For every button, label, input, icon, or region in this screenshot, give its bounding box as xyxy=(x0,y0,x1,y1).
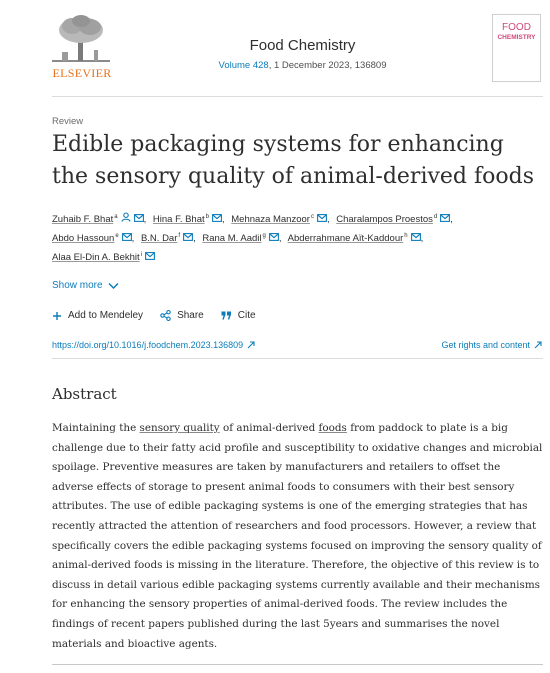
author-name: Alaa El-Din A. Bekhit xyxy=(52,252,140,264)
author-name: Zuhaib F. Bhat xyxy=(52,214,114,226)
cover-title-line2: CHEMISTRY xyxy=(497,34,536,41)
author-separator: , xyxy=(450,214,453,226)
person-icon[interactable] xyxy=(121,211,131,228)
volume-date: , 1 December 2023, 136809 xyxy=(268,60,387,71)
add-to-mendeley-button[interactable] xyxy=(52,310,143,321)
quote-icon xyxy=(221,311,232,320)
share-label: Share xyxy=(177,310,204,321)
sensory-quality-link[interactable]: sensory quality xyxy=(139,422,220,434)
cite-label: Cite xyxy=(237,310,256,321)
plus-icon xyxy=(52,311,62,321)
mail-icon[interactable] xyxy=(183,230,193,247)
mendeley-label: Add to Mendeley xyxy=(68,310,144,321)
author-link[interactable] xyxy=(336,214,457,225)
author-name: Abdo Hassoun xyxy=(52,233,115,245)
author-separator: , xyxy=(420,233,424,245)
mail-icon[interactable] xyxy=(440,211,450,228)
mail-icon[interactable] xyxy=(411,230,421,247)
abstract-heading: Abstract xyxy=(52,385,117,403)
author-link[interactable] xyxy=(153,214,229,225)
volume-link[interactable]: Volume 428 xyxy=(218,60,269,71)
author-link[interactable] xyxy=(231,214,333,225)
share-icon xyxy=(160,310,171,321)
show-more-label: Show more xyxy=(52,280,103,291)
author-link[interactable] xyxy=(52,252,155,263)
volume-info xyxy=(200,60,405,71)
author-link[interactable] xyxy=(202,233,285,244)
author-link[interactable] xyxy=(52,214,150,225)
abstract-divider xyxy=(52,664,543,665)
mail-icon[interactable] xyxy=(212,211,222,228)
rights-link[interactable] xyxy=(441,340,542,350)
author-separator: , xyxy=(326,214,330,226)
author-name: Hina F. Bhat xyxy=(152,214,205,226)
author-name: Rana M. Aadil xyxy=(202,233,262,245)
external-link-icon xyxy=(247,341,255,349)
affiliation-marker: a xyxy=(114,214,118,220)
share-button[interactable] xyxy=(160,310,204,321)
article-type: Review xyxy=(52,116,84,127)
author-link[interactable] xyxy=(52,233,138,244)
abstract-text-start: Maintaining the xyxy=(52,422,140,434)
affiliation-marker: i xyxy=(140,252,142,259)
author-separator: , xyxy=(221,214,225,226)
abstract-text-rest: from paddock to plate is a big challenge due to their fatty acid profile and susceptibility to oxidative changes and microbial spoilage. Preventive measures are taken by manufacturers and retailers to offset the adverse effects of storage to present animal foods to consumers with their best sensory attributes. The use of edible packaging systems is one of the emerging strategies that has recently attracted the attention of researchers and food processors. However, a review that specifically covers the edible packaging systems focused on improving the sensory quality of animal-derived foods is missing in the literature. Therefore, the objective of this review is to discuss in detail various edible packaging systems currently available and their mechanisms for enhancing the sensory properties of animal-derived foods. The review includes the findings of recent papers published during the last 5years and summarises the novel materials and bioactive agents. xyxy=(52,422,543,650)
header-divider xyxy=(52,96,543,97)
section-divider xyxy=(52,358,543,359)
doi-link[interactable] xyxy=(52,340,255,350)
author-link[interactable] xyxy=(141,233,200,244)
foods-link[interactable]: foods xyxy=(318,422,347,434)
author-name: Mehnaza Manzoor xyxy=(231,214,310,226)
mail-icon[interactable] xyxy=(145,249,155,266)
affiliation-marker: c xyxy=(310,214,314,220)
doi-text: https://doi.org/10.1016/j.foodchem.2023.136809 xyxy=(52,340,244,350)
mail-icon[interactable] xyxy=(317,211,327,228)
author-separator: , xyxy=(193,233,196,245)
author-separator: , xyxy=(131,233,135,245)
abstract-text xyxy=(52,419,544,654)
author-separator: , xyxy=(143,214,147,226)
affiliation-marker: e xyxy=(115,233,119,240)
mail-icon[interactable] xyxy=(269,230,279,247)
affiliation-marker: g xyxy=(262,233,266,240)
author-name: Abderrahmane Aït-Kaddour xyxy=(287,233,404,245)
mail-icon[interactable] xyxy=(134,211,144,228)
abstract-text-mid: of animal-derived xyxy=(219,422,319,434)
rights-text: Get rights and content xyxy=(441,340,530,350)
mail-icon[interactable] xyxy=(122,230,132,247)
elsevier-wordmark: ELSEVIER xyxy=(52,66,112,80)
article-actions xyxy=(52,310,256,321)
affiliation-marker: h xyxy=(404,233,408,240)
journal-title-link[interactable]: Food Chemistry xyxy=(249,37,356,54)
chevron-down-icon xyxy=(108,282,119,290)
affiliation-marker: b xyxy=(205,214,209,220)
author-name: Charalampos Proestos xyxy=(336,214,433,226)
author-separator: , xyxy=(278,233,282,245)
author-name: B.N. Dar xyxy=(140,233,178,245)
author-list xyxy=(52,209,532,266)
affiliation-marker: f xyxy=(178,233,181,240)
show-more-button[interactable] xyxy=(52,280,119,291)
cite-button[interactable] xyxy=(221,310,256,321)
author-link[interactable] xyxy=(288,233,428,244)
journal-cover-thumbnail[interactable] xyxy=(492,14,541,82)
cover-title-line1: FOOD xyxy=(502,22,531,33)
external-link-icon xyxy=(534,341,542,349)
affiliation-marker: d xyxy=(433,214,438,220)
article-title: Edible packaging systems for enhancing the sensory quality of animal-derived foods xyxy=(52,132,535,189)
